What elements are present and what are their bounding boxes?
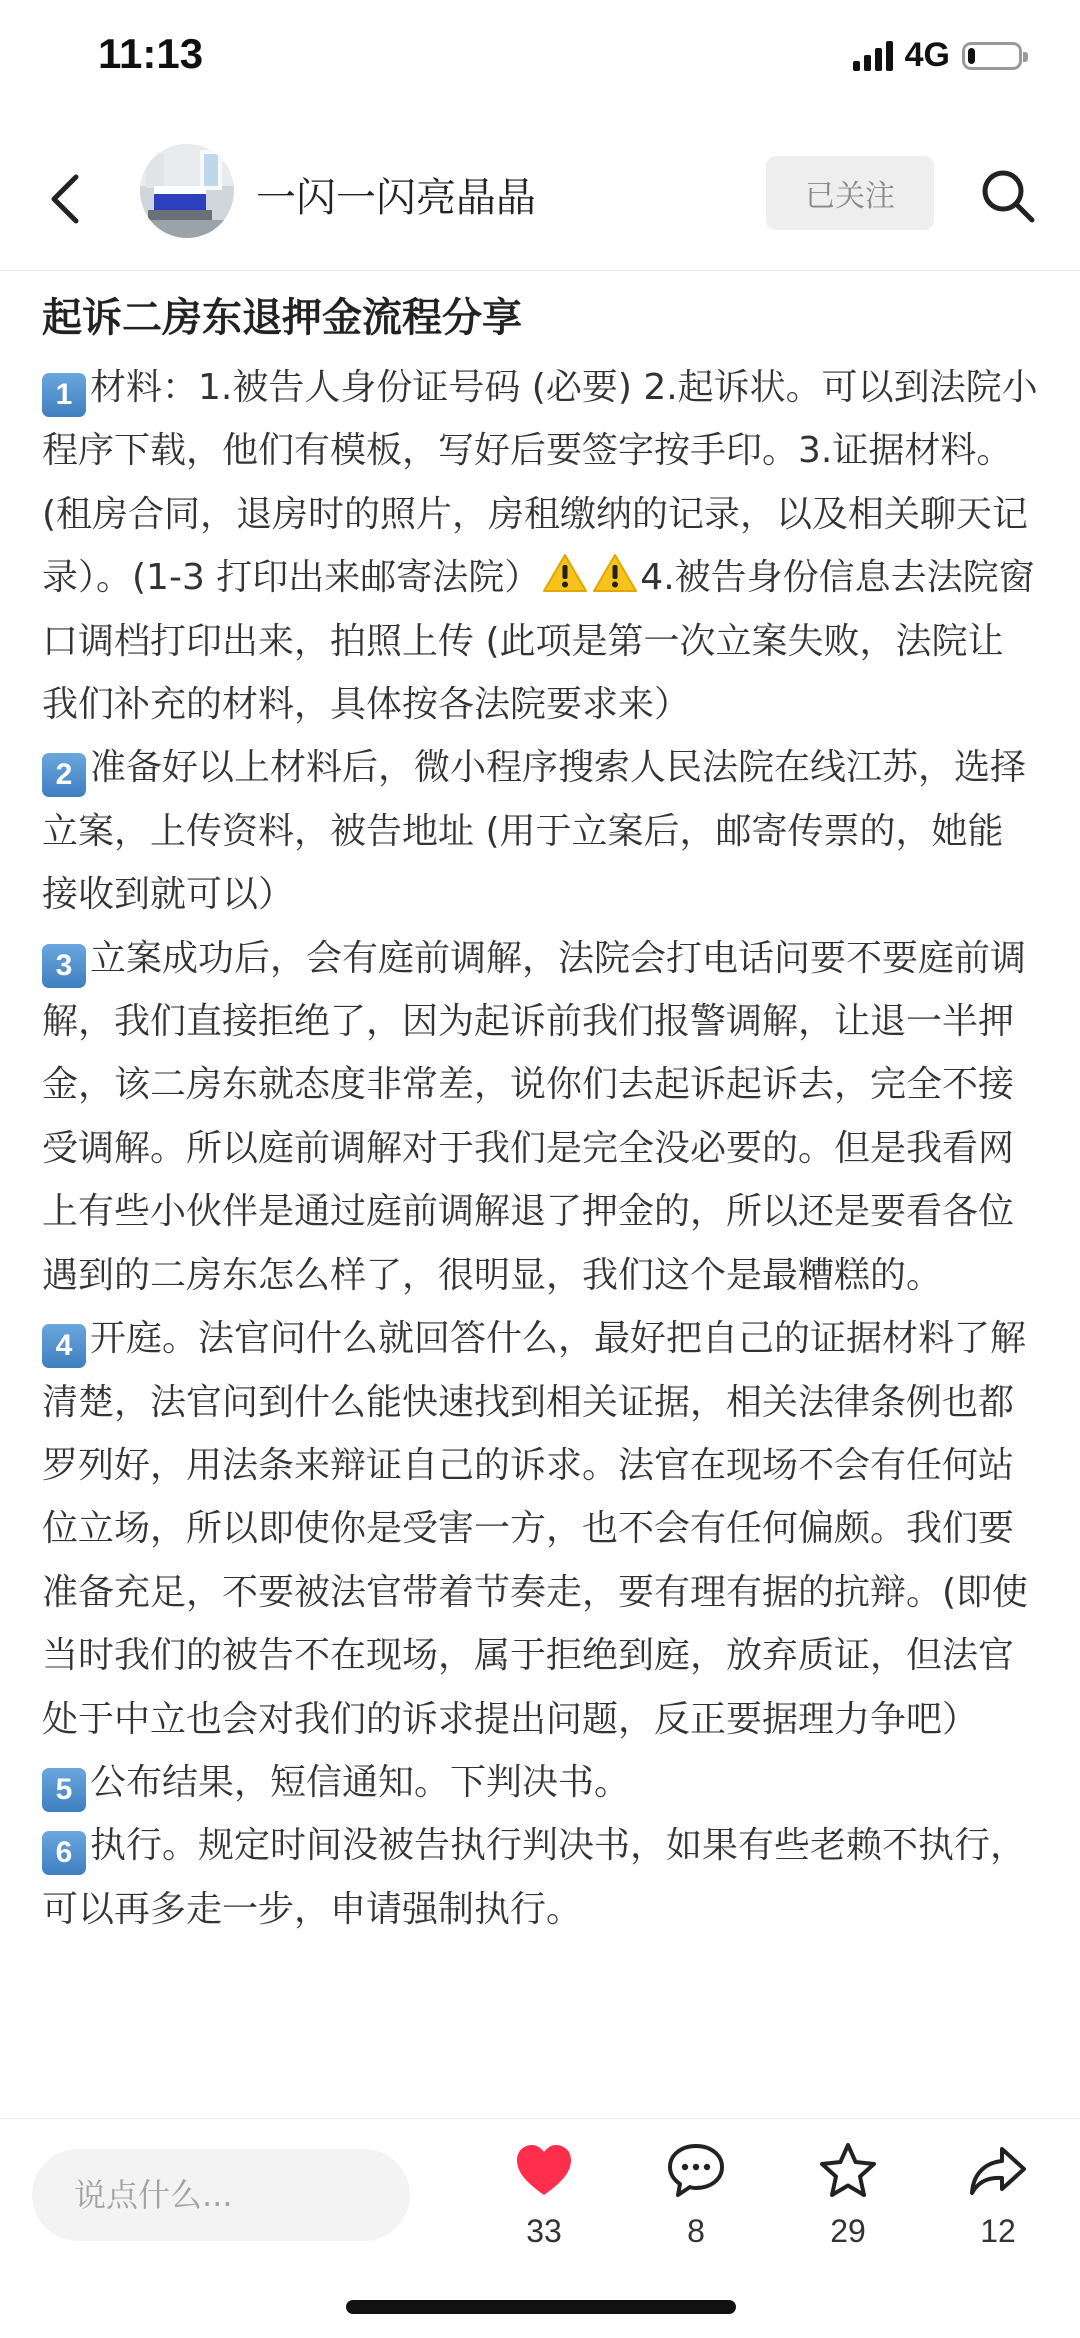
step-1-paragraph (42, 356, 1038, 736)
step-3-text: 立案成功后，会有庭前调解，法院会打电话问要不要庭前调解，我们直接拒绝了，因为起诉前我们报警调解，让退一半押金，该二房东就态度非常差，说你们去起诉起诉去，完全不接受调解。所以庭前调解对于我们是完全没必要的。但是我看网上有些小伙伴是通过庭前调解退了押金的，所以还是要看各位遇到的二房东怎么样了，很明显，我们这个是最糟糕的。 (42, 937, 1027, 1296)
keycap-5-icon: 5 (42, 1768, 86, 1812)
network-label: 4G (904, 36, 950, 74)
star-icon (818, 2141, 878, 2201)
heart-icon (514, 2141, 574, 2201)
share-button[interactable] (938, 2141, 1058, 2250)
search-button[interactable] (976, 164, 1040, 228)
step-1-text: 材料：1.被告人身份证号码 (必要) 2.起诉状。可以到法院小程序下载，他们有模板，写好后要签字按手印。3.证据材料。(租房合同，退房时的照片，房租缴纳的记录，以及相关聊天记录）。(1-3 打印出来邮寄法院） (42, 367, 1038, 599)
step-5-text: 公布结果，短信通知。下判决书。 (90, 1761, 631, 1803)
keycap-4-icon: 4 (42, 1324, 86, 1368)
keycap-3-icon: 3 (42, 944, 86, 988)
post-body (42, 356, 1038, 1941)
share-count: 12 (980, 2213, 1016, 2249)
status-bar (0, 0, 1080, 120)
home-indicator[interactable] (346, 2300, 736, 2314)
status-indicators (853, 36, 1022, 75)
keycap-6-icon: 6 (42, 1831, 86, 1875)
battery-icon (962, 42, 1022, 70)
back-arrow-icon (46, 169, 86, 229)
signal-icon (853, 41, 893, 71)
post-header (0, 128, 1080, 268)
step-3-paragraph (42, 927, 1038, 1307)
comment-bubble-icon (666, 2141, 726, 2201)
step-5-paragraph (42, 1751, 1038, 1814)
step-2-paragraph (42, 736, 1038, 926)
like-button[interactable] (484, 2141, 604, 2250)
favorite-button[interactable] (788, 2141, 908, 2250)
avatar-image (140, 144, 234, 238)
back-button[interactable] (36, 164, 96, 234)
like-count: 33 (526, 2213, 562, 2249)
avatar[interactable] (140, 144, 234, 238)
comment-count: 8 (687, 2213, 705, 2249)
favorite-count: 29 (830, 2213, 866, 2249)
search-icon (978, 166, 1038, 226)
keycap-2-icon: 2 (42, 753, 86, 797)
step-2-text: 准备好以上材料后，微小程序搜索人民法院在线江苏，选择立案，上传资料，被告地址 (用于立案后，邮寄传票的，她能接收到就可以） (42, 747, 1027, 916)
step-4-text: 开庭。法官问什么就回答什么，最好把自己的证据材料了解清楚，法官问到什么能快速找到相关证据，相关法律条例也都罗列好，用法条来辩证自己的诉求。法官在现场不会有任何站位立场，所以即使你是受害一方，也不会有任何偏颇。我们要准备充足，不要被法官带着节奏走，要有理有据的抗辩。(即使当时我们的被告不在现场，属于拒绝到庭，放弃质证，但法官处于中立也会对我们的诉求提出问题，反正要据理力争吧） (42, 1318, 1029, 1740)
step-1-text-continued: 4.被告身份信息去法院窗口调档打印出来，拍照上传 (此项是第一次立案失败，法院让我们补充的材料，具体按各法院要求来） (42, 557, 1035, 726)
share-icon (968, 2141, 1028, 2201)
step-6-paragraph (42, 1814, 1038, 1941)
post-title: 起诉二房东退押金流程分享 (42, 295, 522, 341)
author-name[interactable]: 一闪一闪亮晶晶 (256, 175, 536, 221)
step-6-text: 执行。规定时间没被告执行判决书，如果有些老赖不执行，可以再多走一步，申请强制执行。 (42, 1825, 1027, 1930)
keycap-1-icon: 1 (42, 373, 86, 417)
warning-icon (542, 553, 588, 593)
step-4-paragraph (42, 1307, 1038, 1751)
comment-button[interactable] (636, 2141, 756, 2250)
comment-input[interactable] (32, 2149, 410, 2241)
follow-button[interactable]: 已关注 (766, 156, 934, 230)
warning-icon (592, 553, 638, 593)
header-divider (0, 270, 1080, 271)
status-time: 11:13 (98, 30, 204, 77)
